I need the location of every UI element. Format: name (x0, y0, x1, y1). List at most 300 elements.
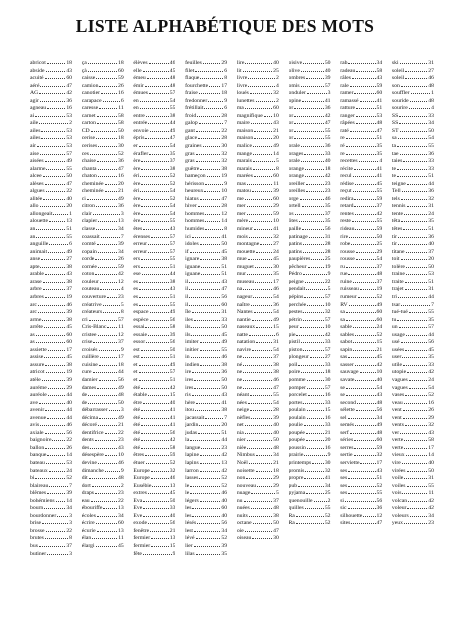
entry-word: écurie (81, 527, 96, 534)
dot-leader (307, 405, 324, 411)
entry-page-number: 54 (428, 384, 434, 391)
entry-word: ese (133, 271, 141, 278)
dot-leader (245, 428, 272, 434)
entry-word: mer (236, 203, 246, 210)
entry-word: lit (236, 67, 242, 74)
dot-leader (402, 186, 428, 192)
dot-leader (303, 315, 324, 321)
entry-page-number: 52 (221, 482, 228, 489)
index-entry (133, 194, 175, 202)
entry-word: auréole (30, 392, 47, 399)
entry-word: ST (391, 127, 399, 134)
entry-page-number: 22 (118, 429, 124, 436)
index-entry (30, 96, 72, 104)
entry-page-number: 33 (169, 505, 176, 512)
dot-leader (95, 269, 117, 275)
entry-page-number: 15 (273, 324, 279, 331)
index-entry (289, 141, 331, 149)
dot-leader (39, 398, 65, 404)
entry-page-number: 55 (66, 233, 72, 240)
index-entry (133, 149, 175, 157)
entry-word: paille (288, 226, 302, 233)
index-entry (133, 315, 175, 323)
index-entry (133, 481, 175, 489)
dot-leader (36, 224, 65, 230)
dot-leader (253, 156, 275, 162)
index-entry (82, 390, 124, 398)
index-entry (30, 194, 72, 202)
entry-page-number: 55 (428, 143, 434, 150)
dot-leader (140, 96, 169, 102)
entry-page-number: 50 (273, 437, 279, 444)
entry-page-number: 48 (273, 505, 279, 512)
dot-leader (407, 503, 427, 509)
dot-leader (252, 315, 272, 321)
dot-leader (301, 156, 324, 162)
entry-word: malice (236, 143, 252, 150)
entry-word: ôtes (288, 218, 298, 225)
index-entry (185, 186, 227, 194)
dot-leader (294, 118, 324, 124)
entry-page-number: 58 (169, 324, 176, 331)
index-entry (289, 186, 331, 194)
index-column (289, 58, 331, 622)
entry-word: sélette (340, 407, 355, 414)
index-entry (237, 254, 279, 262)
index-entry (289, 66, 331, 74)
entry-page-number: 40 (66, 195, 72, 202)
entry-page-number: 42 (324, 112, 331, 119)
entry-page-number: 24 (66, 467, 72, 474)
dot-leader (246, 473, 272, 479)
entry-word: alitée (30, 195, 43, 202)
index-entry (185, 66, 227, 74)
index-entry (185, 337, 227, 345)
entry-page-number: 6 (120, 97, 124, 104)
entry-word: livre (236, 75, 248, 82)
entry-word: nageur (236, 293, 253, 300)
entry-word: lunettes (236, 97, 255, 104)
dot-leader (303, 269, 327, 275)
entry-page-number: 5 (327, 286, 331, 293)
entry-word: sables (340, 331, 355, 338)
entry-word: couteau (81, 286, 100, 293)
entry-word: cheminée (81, 188, 104, 195)
index-entry (133, 367, 175, 375)
index-entry (82, 541, 124, 549)
entry-page-number: 28 (324, 241, 331, 248)
index-entry (237, 458, 279, 466)
entry-word: ébouriffe (81, 505, 103, 512)
entry-page-number: 52 (428, 392, 434, 399)
entry-page-number: 48 (376, 120, 383, 127)
index-entry (82, 224, 124, 232)
index-entry (340, 300, 382, 308)
entry-word: sites (340, 520, 351, 527)
entry-page-number: 52 (376, 293, 383, 300)
index-entry (289, 307, 331, 315)
index-entry (340, 269, 382, 277)
entry-page-number: 42 (66, 90, 72, 97)
entry-page-number: 32 (169, 467, 176, 474)
entry-word: têtes (391, 226, 403, 233)
index-entry (237, 443, 279, 451)
dot-leader (96, 133, 117, 139)
entry-page-number: 47 (376, 127, 383, 134)
index-entry (82, 126, 124, 134)
entry-page-number: 21 (118, 188, 124, 195)
index-entry (185, 96, 227, 104)
entry-word: décima (81, 414, 99, 421)
dot-leader (257, 481, 272, 487)
index-entry (82, 232, 124, 240)
entry-word: nuées (236, 505, 250, 512)
entry-word: arable (30, 271, 44, 278)
entry-word: sas (340, 354, 348, 361)
entry-word: été (133, 414, 141, 421)
entry-word: élèves (133, 60, 148, 66)
dot-leader (141, 443, 169, 449)
entry-page-number: 39 (273, 188, 279, 195)
entry-word: ta (391, 143, 397, 150)
entry-page-number: 42 (324, 173, 331, 180)
entry-word: noisette (236, 467, 255, 474)
index-entry (185, 315, 227, 323)
index-entry (237, 413, 279, 421)
dot-leader (401, 254, 428, 260)
entry-page-number: 46 (221, 354, 228, 361)
dot-leader (101, 88, 117, 94)
entry-page-number: 23 (324, 188, 331, 195)
entry-word: les (185, 512, 192, 519)
index-entry (30, 413, 72, 421)
dot-leader (146, 458, 169, 464)
entry-word: virées (391, 467, 406, 474)
index-column (30, 58, 72, 622)
index-entry (185, 428, 227, 436)
entry-word: coassait (81, 233, 100, 240)
entry-page-number: 38 (66, 278, 72, 285)
entry-page-number: 36 (376, 505, 383, 512)
dot-leader (190, 488, 220, 494)
entry-page-number: 20 (118, 180, 124, 187)
dot-leader (151, 232, 169, 238)
dot-leader (148, 518, 169, 524)
entry-word: damier (81, 376, 98, 383)
entry-page-number: 39 (66, 490, 72, 497)
entry-word: portes (288, 399, 303, 406)
entry-page-number: 38 (66, 263, 72, 270)
dot-leader (141, 216, 168, 222)
dot-leader (105, 186, 118, 192)
entry-word: atèle (30, 376, 41, 383)
entry-page-number: 29 (273, 475, 279, 482)
entry-page-number: 14 (66, 497, 72, 504)
index-entry (185, 239, 227, 247)
index-entry (82, 488, 124, 496)
dot-leader (205, 413, 223, 419)
index-entry (30, 390, 72, 398)
dot-leader (105, 450, 117, 456)
entry-word: ils (185, 324, 191, 331)
index-entry (133, 383, 175, 391)
dot-leader (141, 428, 169, 434)
entry-page-number: 39 (118, 241, 124, 248)
index-entry (133, 450, 175, 458)
dot-leader (400, 149, 428, 155)
index-entry (237, 247, 279, 255)
dot-leader (348, 352, 375, 358)
index-entry (289, 337, 331, 345)
dot-leader (142, 269, 169, 275)
entry-page-number: 8 (120, 309, 124, 316)
index-entry (185, 398, 227, 406)
entry-word: abricot (30, 60, 46, 66)
entry-page-number: 43 (221, 392, 228, 399)
dot-leader (351, 518, 375, 524)
entry-page-number: 57 (118, 316, 124, 323)
index-entry (237, 141, 279, 149)
entry-word: corde (81, 256, 95, 263)
index-entry (237, 164, 279, 172)
dot-leader (46, 526, 66, 532)
entry-page-number: 33 (324, 361, 331, 368)
index-entry (237, 330, 279, 338)
entry-word: ses (340, 490, 348, 497)
dot-leader (200, 360, 220, 366)
dot-leader (92, 533, 117, 539)
index-entry (30, 277, 72, 285)
dot-leader (251, 503, 272, 509)
entry-word: chanta (81, 165, 97, 172)
entry-page-number: 45 (66, 324, 72, 331)
entry-page-number: 10 (324, 324, 331, 331)
index-entry (289, 81, 331, 89)
dot-leader (303, 307, 323, 313)
entry-word: na (236, 286, 243, 293)
entry-page-number: 27 (428, 67, 434, 74)
entry-page-number: 14 (273, 150, 279, 157)
index-entry (237, 126, 279, 134)
entry-page-number: 17 (66, 346, 72, 353)
dot-leader (95, 488, 117, 494)
index-entry (185, 518, 227, 526)
dot-leader (356, 66, 375, 72)
entry-page-number: 30 (221, 143, 228, 150)
index-entry (289, 111, 331, 119)
index-entry (340, 330, 382, 338)
entry-word: hère (185, 399, 195, 406)
dot-leader (200, 345, 221, 351)
entry-page-number: 41 (221, 233, 228, 240)
dot-leader (352, 216, 376, 222)
entry-word: ailes (30, 127, 41, 134)
entry-word: se (340, 392, 345, 399)
dot-leader (150, 526, 169, 532)
entry-word: trajet (391, 286, 404, 293)
entry-word: aisées (30, 158, 44, 165)
entry-page-number: 48 (169, 75, 176, 82)
entry-word: cerises (81, 143, 98, 150)
entry-word: lésés (185, 520, 197, 527)
index-entry (237, 277, 279, 285)
entry-word: sa (391, 135, 397, 142)
entry-word: ai (30, 112, 35, 119)
index-entry (340, 277, 382, 285)
dot-leader (141, 413, 169, 419)
entry-word: yeux (391, 520, 403, 527)
entry-word: été (133, 444, 141, 451)
entry-word: ne (236, 354, 243, 361)
dot-leader (143, 398, 169, 404)
dot-leader (42, 518, 68, 524)
dot-leader (101, 232, 120, 238)
entry-word: ré (340, 143, 345, 150)
dot-leader (300, 322, 324, 328)
index-entry (82, 383, 124, 391)
index-entry (133, 405, 175, 413)
entry-page-number: 5 (275, 158, 279, 165)
dot-leader (403, 156, 427, 162)
dot-leader (403, 405, 428, 411)
entry-word: se (340, 384, 345, 391)
dot-leader (398, 239, 427, 245)
dot-leader (141, 383, 169, 389)
entry-word: rentes (340, 210, 354, 217)
dot-leader (406, 330, 427, 336)
index-entry (289, 156, 331, 164)
index-entry (392, 58, 434, 66)
entry-word: Eve (133, 505, 143, 512)
entry-word: voleur (391, 505, 407, 512)
entry-page-number: 59 (118, 75, 124, 82)
entry-word: ils (185, 331, 191, 338)
index-entry (30, 88, 72, 96)
entry-page-number: 41 (169, 407, 176, 414)
dot-leader (44, 352, 65, 358)
dot-leader (353, 171, 376, 177)
index-entry (82, 435, 124, 443)
index-entry (133, 111, 175, 119)
dot-leader (141, 201, 168, 207)
dot-leader (294, 111, 324, 117)
entry-page-number: 43 (118, 444, 124, 451)
index-entry (30, 533, 72, 541)
dot-leader (306, 488, 324, 494)
dot-leader (53, 209, 68, 215)
index-entry (133, 413, 175, 421)
index-entry (340, 66, 382, 74)
entry-word: nia (236, 429, 244, 436)
entry-word: arme (30, 316, 42, 323)
entry-word: ires (185, 384, 194, 391)
index-entry (133, 232, 175, 240)
entry-word: ire (185, 369, 192, 376)
index-entry (185, 141, 227, 149)
index-entry (133, 526, 175, 534)
entry-page-number: 33 (428, 112, 434, 119)
index-entry (185, 262, 227, 270)
index-entry (30, 239, 72, 247)
dot-leader (96, 73, 117, 79)
entry-word: ne (236, 384, 243, 391)
index-entry (82, 307, 124, 315)
entry-page-number: 23 (118, 293, 124, 300)
entry-word: cure (81, 369, 92, 376)
dot-leader (99, 375, 118, 381)
entry-page-number: 48 (169, 82, 176, 89)
index-entry (237, 466, 279, 474)
entry-word: récite (340, 165, 353, 172)
entry-page-number: 49 (221, 339, 228, 346)
dot-leader (201, 262, 220, 268)
index-entry (289, 503, 331, 511)
entry-word: ère (133, 210, 141, 217)
dot-leader (205, 209, 220, 215)
index-entry (82, 216, 124, 224)
entry-word: matou (236, 188, 252, 195)
dot-leader (36, 330, 66, 336)
entry-word: agneau (30, 105, 47, 112)
index-entry (289, 405, 331, 413)
index-entry (392, 111, 434, 119)
index-entry (185, 164, 227, 172)
index-entry (237, 269, 279, 277)
entry-word: frétillait (185, 105, 204, 112)
index-entry (340, 179, 382, 187)
entry-page-number: 37 (376, 278, 383, 285)
entry-page-number: 34 (428, 120, 434, 127)
index-entry (133, 164, 175, 172)
dot-leader (200, 337, 221, 343)
dot-leader (192, 232, 221, 238)
entry-page-number: 47 (118, 165, 124, 172)
dot-leader (37, 141, 65, 147)
index-entry (30, 284, 72, 292)
dot-leader (356, 254, 376, 260)
entry-word: tué-tué (391, 309, 408, 316)
index-entry (30, 398, 72, 406)
index-entry (30, 488, 72, 496)
entry-word: classe (81, 226, 96, 233)
entry-word: néant (236, 392, 250, 399)
index-entry (30, 209, 72, 217)
entry-page-number: 20 (324, 437, 331, 444)
entry-page-number: 2 (327, 497, 331, 504)
entry-word: marais (236, 158, 252, 165)
entry-page-number: 22 (66, 527, 72, 534)
dot-leader (251, 118, 272, 124)
entry-page-number: 45 (273, 256, 279, 263)
entry-page-number: 9 (327, 452, 331, 459)
dot-leader (254, 126, 272, 132)
entry-word: sic (340, 505, 347, 512)
entry-word: et (133, 376, 138, 383)
entry-word: auréme (30, 384, 47, 391)
entry-page-number: 17 (273, 278, 279, 285)
entry-page-number: 40 (324, 67, 331, 74)
dot-leader (56, 496, 66, 502)
dot-leader (93, 367, 118, 373)
index-entry (30, 232, 72, 240)
entry-word: taies (391, 158, 403, 165)
entry-word: coton (81, 271, 95, 278)
entry-page-number: 46 (66, 422, 72, 429)
entry-page-number: 12 (221, 210, 228, 217)
entry-page-number: 57 (169, 241, 176, 248)
entry-page-number: 20 (273, 135, 279, 142)
entry-page-number: 33 (324, 399, 331, 406)
